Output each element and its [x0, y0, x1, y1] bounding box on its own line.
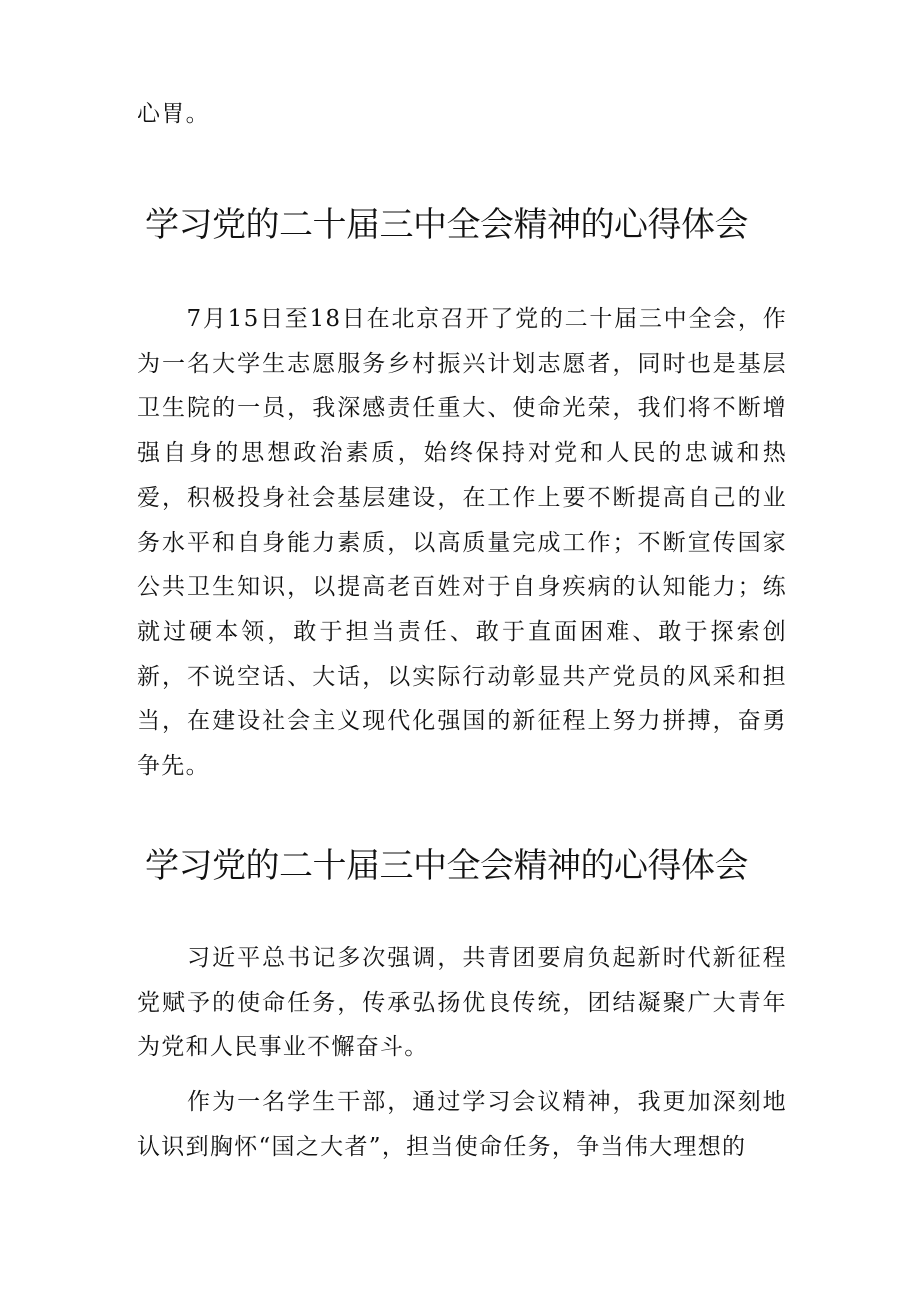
section-heading-1: 学习党的二十届三中全会精神的心得体会: [145, 205, 748, 245]
section-heading-2: 学习党的二十届三中全会精神的心得体会: [145, 846, 748, 886]
section-2-paragraph-1: 习近平总书记多次强调，共青团要肩负起新时代新征程党赋予的使命任务，传承弘扬优良传统，团结凝聚广大青年为党和人民事业不懈奋斗。: [137, 945, 787, 1061]
section-1-paragraph: 7月15日至18日在北京召开了党的二十届三中全会，作为一名大学生志愿服务乡村振兴计划志愿者，同时也是基层卫生院的一员，我深感责任重大、使命光荣，我们将不断增强自身的思想政治素质，始终保持对党和人民的忠诚和热爱，积极投身社会基层建设，在工作上要不断提高自己的业务水平和自身能力素质，以高质量完成工作；不断宣传国家公共卫生知识，以提高老百姓对于自身疾病的认知能力；练就过硬本领，敢于担当责任、敢于直面困难、敢于探索创新，不说空话、大话，以实际行动彰显共产党员的风采和担当，在建设社会主义现代化强国的新征程上努力拼搏，奋勇争先。: [137, 306, 787, 780]
section-2-paragraph-2: 作为一名学生干部，通过学习会议精神，我更加深刻地认识到胸怀“国之大者”，担当使命任务，争当伟大理想的: [137, 1089, 787, 1160]
continuation-text: 心胃。: [137, 101, 210, 127]
